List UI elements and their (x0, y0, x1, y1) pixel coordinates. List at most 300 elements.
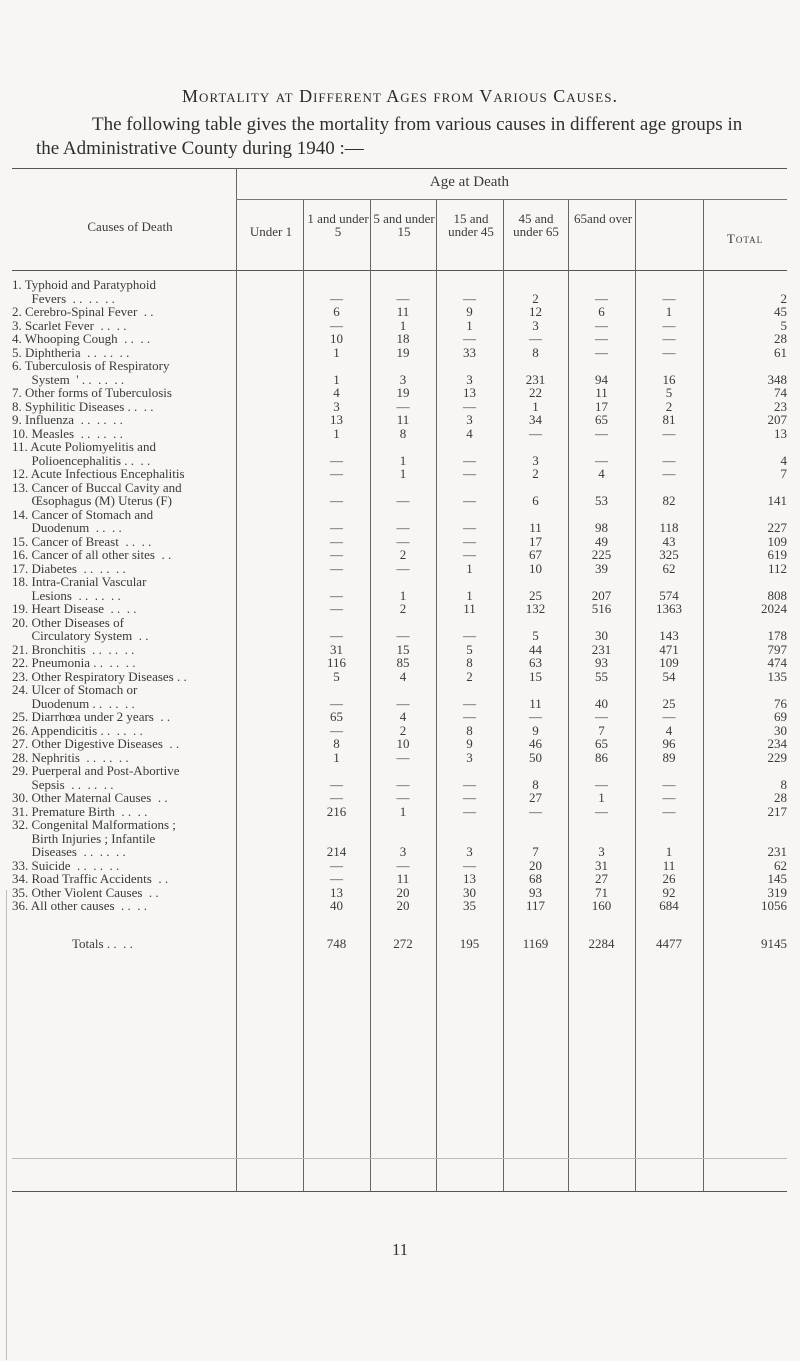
value-cell: 216 (326, 803, 347, 819)
value-cell: 5 (532, 628, 539, 643)
cause-label-line: 2. Cerebro-Spinal Fever . . (12, 304, 154, 319)
page-number: 11 (391, 1240, 409, 1259)
value-cell: 4 (399, 668, 407, 684)
table-row (12, 602, 787, 616)
value-cell: 92 (662, 884, 676, 900)
cause-label-line: 9. Influenza . . . . . . (12, 412, 123, 427)
value-cell: — (463, 803, 476, 819)
value-cell: 31 (330, 641, 343, 657)
value-cell: — (662, 344, 676, 360)
col-header-65-over: 65and over (573, 211, 633, 226)
table-row (12, 481, 787, 508)
cause-label-line: 28. Nephritis . . . . . . (12, 749, 129, 765)
value-cell: 574 (659, 587, 679, 603)
value-cell: 62 (662, 560, 676, 576)
value-cell: — (330, 547, 343, 562)
value-cell: — (595, 290, 608, 306)
value-cell: — (463, 290, 476, 306)
value-cell: — (662, 803, 676, 819)
value-cell: 2 (532, 466, 539, 481)
value-cell: — (330, 790, 343, 805)
table-row (12, 872, 787, 886)
value-cell: — (396, 628, 410, 643)
value-cell: — (463, 709, 476, 724)
cause-label (12, 724, 236, 738)
mortality-table (12, 168, 787, 951)
value-cell: 5 (466, 641, 473, 657)
value-cell: 40 (330, 898, 343, 913)
value-cell: — (396, 857, 410, 873)
value-cell: — (330, 857, 343, 873)
value-cell: 65 (595, 736, 608, 751)
cause-label-line: Circulatory System . . (12, 628, 149, 643)
cause-label (12, 319, 236, 333)
value-cell: 17 (529, 533, 542, 549)
table-row (12, 764, 787, 791)
table-row (12, 305, 787, 319)
cause-label-line: 35. Other Violent Causes . . (12, 884, 159, 900)
value-cell: 3 (466, 749, 473, 765)
row-total: 135 (767, 668, 787, 684)
value-cell: 22 (529, 385, 542, 400)
value-cell: — (330, 317, 343, 333)
row-total: 8 (780, 776, 787, 792)
value-cell: 9 (466, 304, 473, 319)
value-cell: 30 (463, 884, 476, 900)
value-cell: 94 (595, 371, 608, 387)
row-total: 109 (767, 533, 787, 549)
value-cell: 207 (591, 587, 612, 603)
value-cell: 8 (532, 776, 539, 792)
margin-line (6, 890, 7, 1360)
causes-header: Causes of Death (87, 219, 173, 234)
cause-label-line: Œsophagus (M) Uterus (F) (12, 493, 172, 508)
value-cell: 132 (525, 601, 546, 616)
table-row (12, 886, 787, 900)
table-row (12, 359, 787, 386)
value-cell: 8 (333, 736, 340, 751)
table-row (12, 805, 787, 819)
cause-label-line: 30. Other Maternal Causes . . (12, 790, 168, 805)
value-cell: 93 (595, 655, 608, 670)
value-cell: — (463, 493, 476, 508)
value-cell: — (396, 398, 410, 414)
cause-label (12, 805, 236, 819)
value-cell: 10 (529, 560, 542, 576)
cause-label (12, 535, 236, 549)
value-cell: — (595, 331, 608, 346)
value-cell: — (330, 493, 343, 508)
value-cell: 6 (598, 304, 605, 319)
value-cell: 11 (595, 385, 608, 400)
value-cell: — (396, 790, 410, 805)
cause-label (12, 400, 236, 414)
value-cell: — (330, 466, 343, 481)
value-cell: 81 (662, 412, 676, 427)
cause-label (12, 818, 236, 859)
row-total: 145 (767, 871, 787, 886)
value-cell: 65 (595, 412, 608, 427)
table-row (12, 413, 787, 427)
value-cell: — (396, 560, 410, 576)
row-total: 229 (767, 749, 787, 765)
table-row (12, 427, 787, 441)
value-cell: 4 (598, 466, 605, 481)
value-cell: 50 (529, 749, 542, 765)
value-cell: 15 (396, 641, 410, 657)
value-cell: 1 (333, 749, 340, 765)
value-cell: 3 (399, 371, 407, 387)
value-cell: 25 (529, 587, 542, 603)
value-cell: — (396, 533, 410, 549)
value-cell: 1 (466, 560, 473, 576)
row-total: 62 (774, 857, 787, 873)
value-cell: — (463, 520, 476, 535)
table-row (12, 724, 787, 738)
value-cell: 325 (659, 547, 679, 562)
value-cell: — (396, 776, 410, 792)
cause-label (12, 359, 236, 386)
value-cell: — (330, 587, 343, 603)
cause-label-line: 23. Other Respiratory Diseases . . (12, 668, 187, 684)
table-row (12, 737, 787, 751)
cause-label (12, 481, 236, 508)
row-total: 234 (767, 736, 787, 751)
table-row (12, 791, 787, 805)
value-cell: 2 (399, 601, 407, 616)
value-cell: 118 (659, 520, 679, 535)
cause-label (12, 643, 236, 657)
cause-label-line: 8. Syphilitic Diseases . . . . (12, 398, 154, 414)
value-cell: 11 (662, 857, 676, 873)
value-cell: 13 (330, 412, 343, 427)
value-cell: 96 (662, 736, 676, 751)
value-cell: 2 (532, 290, 539, 306)
value-cell: 1 (333, 344, 340, 360)
cause-label-line: Birth Injuries ; Infantile (12, 830, 156, 846)
value-cell: — (529, 331, 542, 346)
age-at-death-header: Age at Death (429, 174, 510, 190)
value-cell: — (396, 493, 410, 508)
cause-label (12, 575, 236, 602)
cause-label (12, 440, 236, 467)
cause-label (12, 305, 236, 319)
value-cell: 4 (333, 385, 340, 400)
value-cell: — (662, 425, 676, 441)
value-cell: 11 (396, 871, 410, 886)
value-cell: 231 (525, 371, 546, 387)
value-cell: 44 (529, 641, 542, 657)
value-cell: 1 (466, 317, 473, 333)
col-header-1-to-5: 1 and under 5 (307, 211, 369, 239)
row-total: 474 (767, 655, 787, 670)
cause-label-line: 20. Other Diseases of (12, 614, 124, 630)
table-row (12, 656, 787, 670)
value-cell: — (662, 790, 676, 805)
row-total: 61 (774, 344, 787, 360)
value-cell: 2 (665, 398, 673, 414)
row-total: 30 (774, 722, 787, 738)
value-cell: 10 (396, 736, 410, 751)
value-cell: 82 (662, 493, 676, 508)
col-header-45-to-65: 45 and under 65 (513, 211, 559, 239)
cause-label (12, 508, 236, 535)
value-cell: 35 (463, 898, 476, 913)
value-cell: — (463, 398, 476, 414)
col-header-5-to-15: 5 and under 15 (373, 211, 435, 239)
value-cell: 11 (529, 520, 542, 535)
value-cell: 20 (529, 857, 542, 873)
value-cell: — (595, 803, 608, 819)
value-cell: 85 (396, 655, 410, 670)
row-total: 23 (774, 398, 787, 414)
value-cell: 27 (529, 790, 542, 805)
value-cell: 63 (529, 655, 542, 670)
cause-label-line: Lesions . . . . . . (12, 587, 121, 603)
table-row (12, 670, 787, 684)
table-row (12, 899, 787, 913)
cause-label (12, 899, 236, 913)
table-row (12, 616, 787, 643)
value-cell: 3 (333, 398, 340, 414)
value-cell: — (330, 520, 343, 535)
table-row (12, 751, 787, 765)
value-cell: 55 (595, 668, 608, 684)
value-cell: 143 (659, 628, 679, 643)
cause-label (12, 872, 236, 886)
value-cell: 11 (396, 304, 410, 319)
cause-label (12, 427, 236, 441)
value-cell: 9 (466, 736, 473, 751)
value-cell: 116 (326, 655, 347, 670)
value-cell: 3 (598, 844, 605, 859)
value-cell: 471 (659, 641, 679, 657)
value-cell: 26 (662, 871, 676, 886)
value-cell: — (595, 452, 608, 468)
cause-label-line: 16. Cancer of all other sites . . (12, 547, 172, 562)
cause-label (12, 616, 236, 643)
cause-label-line: 4. Whooping Cough . . . . (12, 331, 151, 346)
value-cell: — (463, 466, 476, 481)
value-cell: 5 (333, 668, 340, 684)
cause-label (12, 791, 236, 805)
value-cell: 89 (662, 749, 676, 765)
value-cell: 1 (532, 398, 539, 414)
value-cell: 19 (396, 344, 410, 360)
total-cell: 1169 (522, 936, 549, 951)
value-cell: 10 (330, 331, 343, 346)
row-total: 112 (767, 560, 787, 576)
value-cell: 11 (463, 601, 476, 616)
value-cell: 13 (463, 871, 476, 886)
value-cell: — (330, 628, 343, 643)
value-cell: 684 (659, 898, 679, 913)
value-cell: 27 (595, 871, 608, 886)
value-cell: 3 (466, 844, 473, 859)
cause-label-line: 14. Cancer of Stomach and (12, 506, 154, 522)
cause-label-line: 18. Intra-Cranial Vascular (12, 574, 147, 589)
table-row (12, 386, 787, 400)
cause-label (12, 859, 236, 873)
value-cell: 49 (595, 533, 608, 549)
table-row (12, 400, 787, 414)
cause-label (12, 602, 236, 616)
row-total: 45 (774, 304, 787, 319)
gap-row (12, 913, 787, 921)
value-cell: 225 (591, 547, 612, 562)
row-total: 28 (774, 331, 787, 346)
cause-label-line: System ' . . . . . . (12, 371, 125, 387)
cause-label (12, 656, 236, 670)
value-cell: — (662, 331, 676, 346)
value-cell: — (396, 749, 410, 765)
value-cell: 1 (665, 304, 673, 319)
value-cell: 3 (466, 412, 473, 427)
value-cell: — (330, 776, 343, 792)
total-cell: 748 (326, 936, 347, 951)
value-cell: 15 (529, 668, 542, 684)
row-total: 1056 (761, 898, 787, 913)
cause-label-line: 1. Typhoid and Paratyphoid (12, 277, 157, 292)
total-cell: 4477 (656, 936, 682, 951)
value-cell: 1 (399, 466, 407, 481)
cause-label-line: 36. All other causes . . . . (12, 898, 148, 913)
value-cell: 5 (665, 385, 673, 400)
value-cell: 11 (529, 695, 542, 711)
value-cell: 30 (595, 628, 608, 643)
value-cell: 516 (591, 601, 612, 616)
value-cell: 18 (396, 331, 410, 346)
value-cell: — (330, 452, 343, 468)
row-total: 319 (767, 884, 787, 900)
value-cell: — (463, 857, 476, 873)
value-cell: — (595, 709, 608, 724)
cause-label-line: 29. Puerperal and Post-Abortive (12, 763, 180, 778)
value-cell: — (463, 695, 476, 711)
value-cell: 13 (463, 385, 476, 400)
cause-label (12, 764, 236, 791)
row-total: 227 (767, 520, 787, 535)
value-cell: 46 (529, 736, 542, 751)
value-cell: 1 (399, 803, 407, 819)
value-cell: 4 (399, 709, 407, 724)
cause-label-line: 13. Cancer of Buccal Cavity and (12, 479, 182, 495)
value-cell: 4 (466, 425, 473, 441)
value-cell: 67 (529, 547, 542, 562)
table-row (12, 859, 787, 873)
value-cell: 3 (532, 317, 539, 333)
value-cell: — (463, 628, 476, 643)
row-total: 76 (774, 695, 787, 711)
value-cell: 1 (665, 844, 673, 859)
intro-paragraph: The following table gives the mortality from various causes in different age groups in the Administrative County during 1940 :— (36, 114, 743, 159)
value-cell: 25 (662, 695, 676, 711)
row-total: 797 (767, 641, 787, 657)
value-cell: — (529, 425, 542, 441)
cause-label (12, 548, 236, 562)
value-cell: — (662, 452, 676, 468)
row-total: 2 (780, 290, 787, 306)
value-cell: 7 (532, 844, 539, 859)
cause-label-line: Duodenum . . . . (12, 520, 122, 535)
cause-label-line: 27. Other Digestive Diseases . . (12, 736, 180, 751)
row-total: 28 (774, 790, 787, 805)
row-total: 4 (780, 452, 787, 468)
cause-label-line: 3. Scarlet Fever . . . . (12, 317, 127, 333)
cause-label (12, 737, 236, 751)
row-total: 7 (780, 466, 787, 481)
cause-label-line: Duodenum . . . . . . (12, 695, 135, 711)
cause-label-line: Diseases . . . . . . (12, 844, 126, 859)
value-cell: — (463, 790, 476, 805)
value-cell: — (463, 776, 476, 792)
cause-label-line: 31. Premature Birth . . . . (12, 803, 148, 819)
row-total: 5 (780, 317, 787, 333)
table-row (12, 467, 787, 481)
value-cell: 8 (399, 425, 407, 441)
value-cell: — (330, 290, 343, 306)
value-cell: — (330, 871, 343, 886)
value-cell: 1363 (656, 601, 682, 616)
cause-label-line: 33. Suicide . . . . . . (12, 857, 120, 873)
total-cell: 2284 (588, 936, 615, 951)
cause-label-line: 24. Ulcer of Stomach or (12, 682, 138, 697)
row-total: 207 (767, 412, 787, 427)
table-row (12, 818, 787, 859)
value-cell: — (396, 695, 410, 711)
cause-label (12, 467, 236, 481)
col-header-total: Total (726, 231, 764, 246)
value-cell: 98 (595, 520, 608, 535)
header-spacer-row (12, 168, 787, 278)
value-cell: 31 (595, 857, 608, 873)
value-cell: 20 (396, 884, 410, 900)
table-row (12, 332, 787, 346)
value-cell: — (529, 803, 542, 819)
cause-label-line: Sepsis . . . . . . (12, 776, 114, 792)
value-cell: 1 (598, 790, 605, 805)
row-total: 178 (767, 628, 787, 643)
value-cell: — (662, 776, 676, 792)
value-cell: — (463, 452, 476, 468)
value-cell: 17 (595, 398, 608, 414)
cause-label-line: 26. Appendicitis . . . . . . (12, 722, 143, 738)
table-row (12, 683, 787, 710)
value-cell: — (595, 344, 608, 360)
value-cell: — (463, 533, 476, 549)
value-cell: 19 (396, 385, 410, 400)
table-row (12, 346, 787, 360)
value-cell: 71 (595, 884, 608, 900)
value-cell: 53 (595, 493, 608, 508)
cause-label-line: 10. Measles . . . . . . (12, 425, 123, 441)
value-cell: 39 (595, 560, 608, 576)
value-cell: 7 (598, 722, 605, 738)
value-cell: 1 (399, 587, 407, 603)
value-cell: 1 (466, 587, 473, 603)
value-cell: 8 (466, 655, 473, 670)
table-row (12, 319, 787, 333)
value-cell: — (330, 722, 343, 738)
value-cell: 3 (466, 371, 473, 387)
cause-label (12, 346, 236, 360)
cause-label (12, 413, 236, 427)
cause-label-line: 32. Congenital Malformations ; (12, 817, 176, 832)
row-total: 2024 (761, 601, 787, 616)
cause-label-line: 11. Acute Poliomyelitis and (12, 439, 156, 454)
grand-total: 9145 (761, 936, 787, 951)
value-cell: 1 (333, 425, 340, 441)
